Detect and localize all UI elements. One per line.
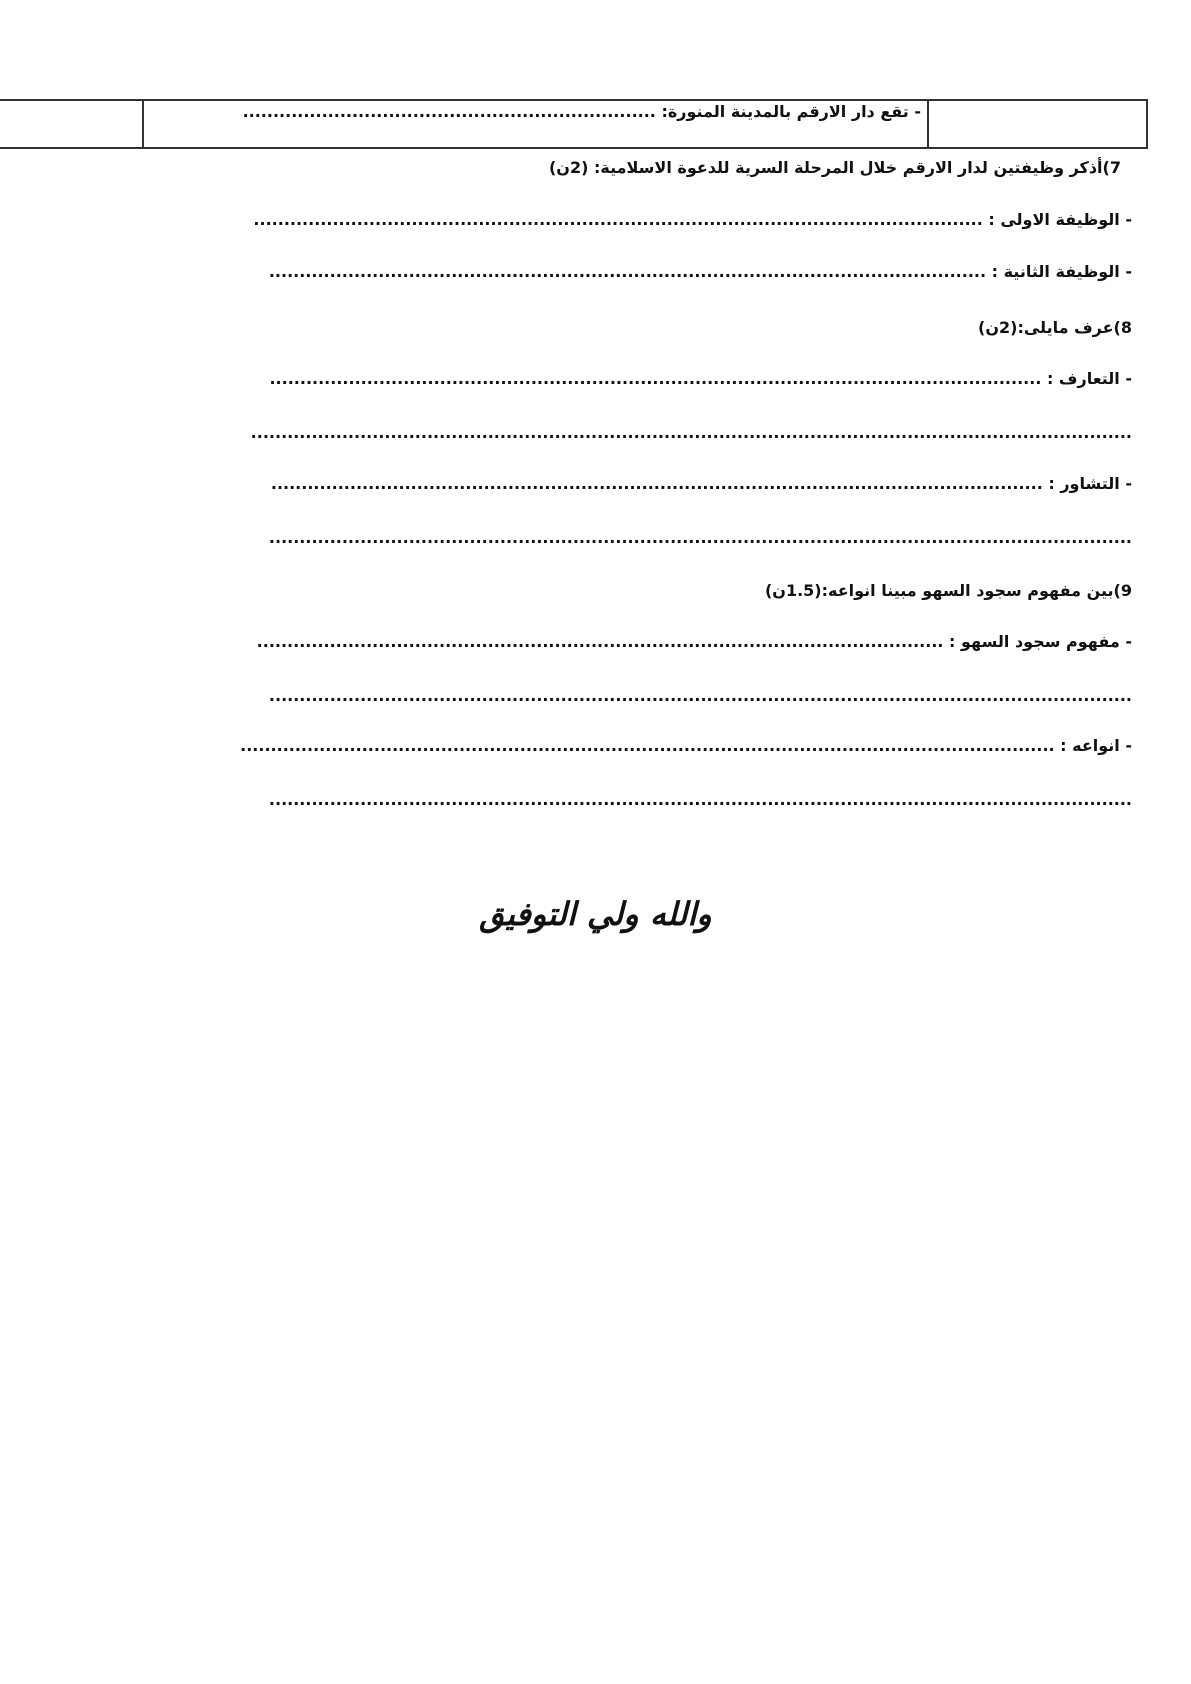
q8-tashawur-line: - التشاور : ............................................................................................................................... — [270, 474, 1132, 493]
q8-taaruf-continuation: ................................................................................................................................................. — [250, 423, 1132, 442]
q8-taaruf-line: - التعارف : ............................................................................................................................... — [269, 369, 1132, 388]
q8-tashawur-continuation: .............................................................................................................................................. — [268, 528, 1132, 547]
q9-concept-continuation: .............................................................................................................................................. — [268, 686, 1132, 705]
q9-title: 9)بين مفهوم سجود السهو مبينا انواعه:(1.5ن) — [764, 581, 1132, 600]
question-table-row — [0, 99, 1148, 149]
table-cell-question — [144, 101, 929, 147]
table-cell-right — [929, 101, 1146, 147]
q7-first-function: - الوظيفة الاولى : ........................................................................................................................ — [253, 210, 1132, 229]
q9-types-line: - انواعه : ...................................................................................................................................... — [240, 736, 1132, 755]
q9-types-continuation: .............................................................................................................................................. — [268, 790, 1132, 809]
q8-title: 8)عرف مايلى:(2ن) — [978, 318, 1132, 337]
q7-second-function: - الوظيفة الثانية : ...................................................................................................................... — [268, 262, 1132, 281]
dar-arqam-location-question: - تقع دار الارقم بالمدينة المنورة: .................................................................... — [242, 102, 921, 121]
q9-concept-line: - مفهوم سجود السهو : ................................................................................................................. — [256, 632, 1132, 651]
closing-phrase: والله ولي التوفيق — [479, 895, 712, 933]
table-cell-left — [0, 101, 144, 147]
q7-title: 7)أذكر وظيفتين لدار الارقم خلال المرحلة السرية للدعوة الاسلامية: (2ن) — [548, 158, 1121, 177]
